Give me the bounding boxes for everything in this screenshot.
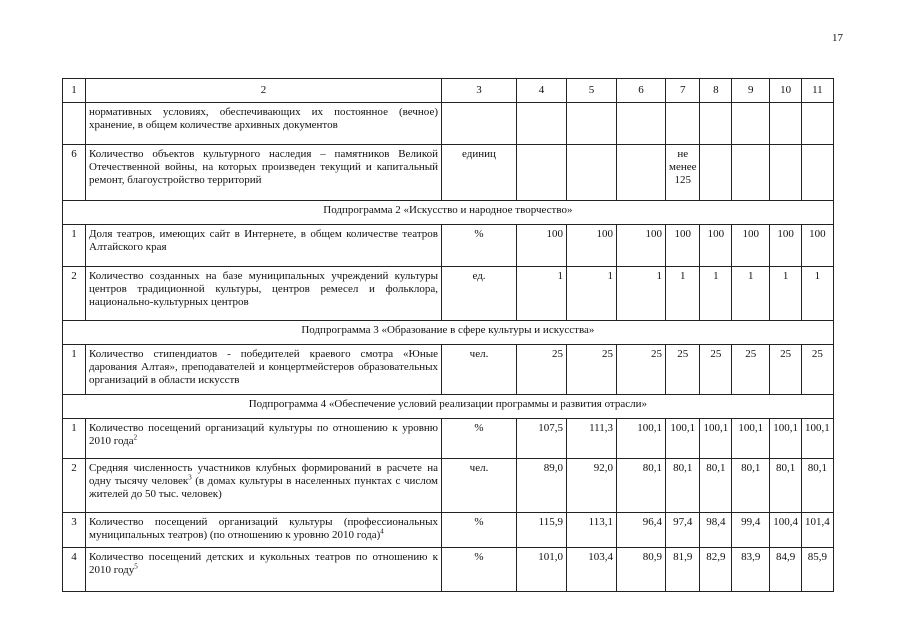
table-row xyxy=(63,225,834,267)
value-cell: 111,3 xyxy=(567,419,617,459)
header-cell: 6 xyxy=(617,79,666,103)
indicator-name xyxy=(86,459,442,513)
header-cell: 3 xyxy=(442,79,517,103)
footnote-ref: 3 xyxy=(188,473,192,482)
table-row xyxy=(63,459,834,513)
indicator-name xyxy=(86,103,442,145)
value-cell: 96,4 xyxy=(617,513,666,548)
indicator-name xyxy=(86,548,442,592)
value-cell: 107,5 xyxy=(517,419,567,459)
indicator-name xyxy=(86,225,442,267)
value-cell: 80,1 xyxy=(732,459,770,513)
value-cell: 83,9 xyxy=(732,548,770,592)
value-cell: 100 xyxy=(732,225,770,267)
value-cell: 1 xyxy=(700,267,732,321)
indicator-text: Количество посещений организаций культуры по отношению к уровню 2010 года xyxy=(89,422,438,447)
indicator-text: Средняя численность участников клубных формирований в расчете на одну тысячу человек xyxy=(89,462,438,487)
indicator-name xyxy=(86,345,442,395)
section-row xyxy=(63,321,834,345)
value-cell: 100,1 xyxy=(770,419,802,459)
header-cell: 7 xyxy=(666,79,700,103)
table-row xyxy=(63,548,834,592)
value-cell: 100,1 xyxy=(732,419,770,459)
value-cell: 97,4 xyxy=(666,513,700,548)
value-cell: 101,0 xyxy=(517,548,567,592)
section-title: Подпрограмма 2 «Искусство и народное творчество» xyxy=(63,201,834,225)
header-cell: 5 xyxy=(567,79,617,103)
unit-cell: чел. xyxy=(442,345,517,395)
header-cell: 1 xyxy=(63,79,86,103)
value-cell: 80,1 xyxy=(700,459,732,513)
row-number: 2 xyxy=(63,267,86,321)
value-cell: 100 xyxy=(666,225,700,267)
unit-cell: % xyxy=(442,548,517,592)
unit-cell: % xyxy=(442,513,517,548)
indicator-text: Количество объектов культурного наследия – памятников Великой Отечественной войны, на которых произведен текущий и капитальный ремонт, благоустройство территорий xyxy=(89,148,438,186)
unit-cell: % xyxy=(442,419,517,459)
table-header-row xyxy=(63,79,834,103)
table-row xyxy=(63,345,834,395)
value-cell: 100 xyxy=(617,225,666,267)
indicator-text: Количество посещений организаций культуры (профессиональных муниципальных театров) (по отношению к уровню 2010 года) xyxy=(89,516,438,541)
value-cell: 25 xyxy=(732,345,770,395)
value-cell xyxy=(567,145,617,201)
value-cell: 113,1 xyxy=(567,513,617,548)
value-cell xyxy=(770,103,802,145)
value-cell: 1 xyxy=(517,267,567,321)
value-cell: 1 xyxy=(801,267,833,321)
value-cell xyxy=(666,103,700,145)
footnote-ref: 2 xyxy=(133,433,138,442)
value-cell: 25 xyxy=(770,345,802,395)
value-cell: 100 xyxy=(517,225,567,267)
value-cell: 100,1 xyxy=(801,419,833,459)
section-row xyxy=(63,201,834,225)
row-number: 1 xyxy=(63,345,86,395)
unit-cell: чел. xyxy=(442,459,517,513)
value-cell: 1 xyxy=(770,267,802,321)
indicator-text-continued: (в домах культуры в населенных пунктах с числом жителей до 50 тыс. человек) xyxy=(89,475,438,500)
value-cell: 92,0 xyxy=(567,459,617,513)
value-cell xyxy=(517,145,567,201)
indicator-name xyxy=(86,513,442,548)
indicator-text: Доля театров, имеющих сайт в Интернете, в общем количестве театров Алтайского края xyxy=(89,228,438,253)
value-cell: 25 xyxy=(700,345,732,395)
header-cell: 9 xyxy=(732,79,770,103)
indicator-name xyxy=(86,267,442,321)
value-cell: 100,1 xyxy=(700,419,732,459)
value-cell xyxy=(700,103,732,145)
value-cell: 81,9 xyxy=(666,548,700,592)
indicator-name xyxy=(86,419,442,459)
table-row xyxy=(63,419,834,459)
indicator-text: Количество созданных на базе муниципальных учреждений культуры центров традиционной культуры, центров ремесел и фольклора, национально-культурных центров xyxy=(89,270,438,308)
value-cell xyxy=(567,103,617,145)
value-cell: 25 xyxy=(567,345,617,395)
value-cell: 80,1 xyxy=(801,459,833,513)
table-row xyxy=(63,103,834,145)
section-row xyxy=(63,395,834,419)
row-number: 1 xyxy=(63,419,86,459)
value-cell: 85,9 xyxy=(801,548,833,592)
section-title: Подпрограмма 3 «Образование в сфере культуры и искусства» xyxy=(63,321,834,345)
unit-cell: % xyxy=(442,225,517,267)
value-cell xyxy=(801,145,833,201)
value-cell: 89,0 xyxy=(517,459,567,513)
value-cell: 100,1 xyxy=(617,419,666,459)
row-number: 1 xyxy=(63,225,86,267)
unit-cell: единиц xyxy=(442,145,517,201)
header-cell: 2 xyxy=(86,79,442,103)
value-cell: 82,9 xyxy=(700,548,732,592)
value-cell: 99,4 xyxy=(732,513,770,548)
value-cell xyxy=(517,103,567,145)
value-cell: 101,4 xyxy=(801,513,833,548)
indicator-text: нормативных условиях, обеспечивающих их постоянное (вечное) хранение, в общем количестве архивных документов xyxy=(89,106,438,131)
header-cell: 10 xyxy=(770,79,802,103)
value-cell: 100,1 xyxy=(666,419,700,459)
indicator-text: Количество стипендиатов - победителей краевого смотра «Юные дарования Алтая», преподавателей и концертмейстеров образовательных организаций в области искусств xyxy=(89,348,438,386)
header-cell: 8 xyxy=(700,79,732,103)
value-cell: 1 xyxy=(567,267,617,321)
row-number: 6 xyxy=(63,145,86,201)
value-cell: 100 xyxy=(700,225,732,267)
indicators-table xyxy=(62,78,834,592)
value-cell: 25 xyxy=(517,345,567,395)
footnote-ref: 5 xyxy=(134,562,138,571)
value-cell: 84,9 xyxy=(770,548,802,592)
page-number: 17 xyxy=(832,32,843,44)
value-cell: 25 xyxy=(801,345,833,395)
value-cell: 100 xyxy=(567,225,617,267)
value-cell: 100,4 xyxy=(770,513,802,548)
value-cell: 80,1 xyxy=(666,459,700,513)
value-cell: 100 xyxy=(770,225,802,267)
table-row xyxy=(63,145,834,201)
header-cell: 4 xyxy=(517,79,567,103)
value-cell xyxy=(617,103,666,145)
footnote-ref: 4 xyxy=(380,527,384,536)
value-cell: 80,9 xyxy=(617,548,666,592)
value-cell xyxy=(732,103,770,145)
table-row xyxy=(63,513,834,548)
value-cell: 80,1 xyxy=(770,459,802,513)
table-row xyxy=(63,267,834,321)
value-cell xyxy=(732,145,770,201)
value-cell: 80,1 xyxy=(617,459,666,513)
value-cell xyxy=(700,145,732,201)
unit-cell: ед. xyxy=(442,267,517,321)
unit-cell xyxy=(442,103,517,145)
header-cell: 11 xyxy=(801,79,833,103)
value-cell: 25 xyxy=(617,345,666,395)
indicator-name xyxy=(86,145,442,201)
section-title: Подпрограмма 4 «Обеспечение условий реализации программы и развития отрасли» xyxy=(63,395,834,419)
row-number: 3 xyxy=(63,513,86,548)
value-cell: 1 xyxy=(666,267,700,321)
value-cell: не менее 125 xyxy=(666,145,700,201)
value-cell xyxy=(801,103,833,145)
row-number: 2 xyxy=(63,459,86,513)
value-cell: 103,4 xyxy=(567,548,617,592)
value-cell: 1 xyxy=(617,267,666,321)
value-cell: 25 xyxy=(666,345,700,395)
indicator-text: Количество посещений детских и кукольных театров по отношению к 2010 году xyxy=(89,551,438,576)
value-cell: 115,9 xyxy=(517,513,567,548)
row-number: 4 xyxy=(63,548,86,592)
value-cell: 1 xyxy=(732,267,770,321)
row-number xyxy=(63,103,86,145)
value-cell xyxy=(617,145,666,201)
value-cell xyxy=(770,145,802,201)
value-cell: 100 xyxy=(801,225,833,267)
value-cell: 98,4 xyxy=(700,513,732,548)
